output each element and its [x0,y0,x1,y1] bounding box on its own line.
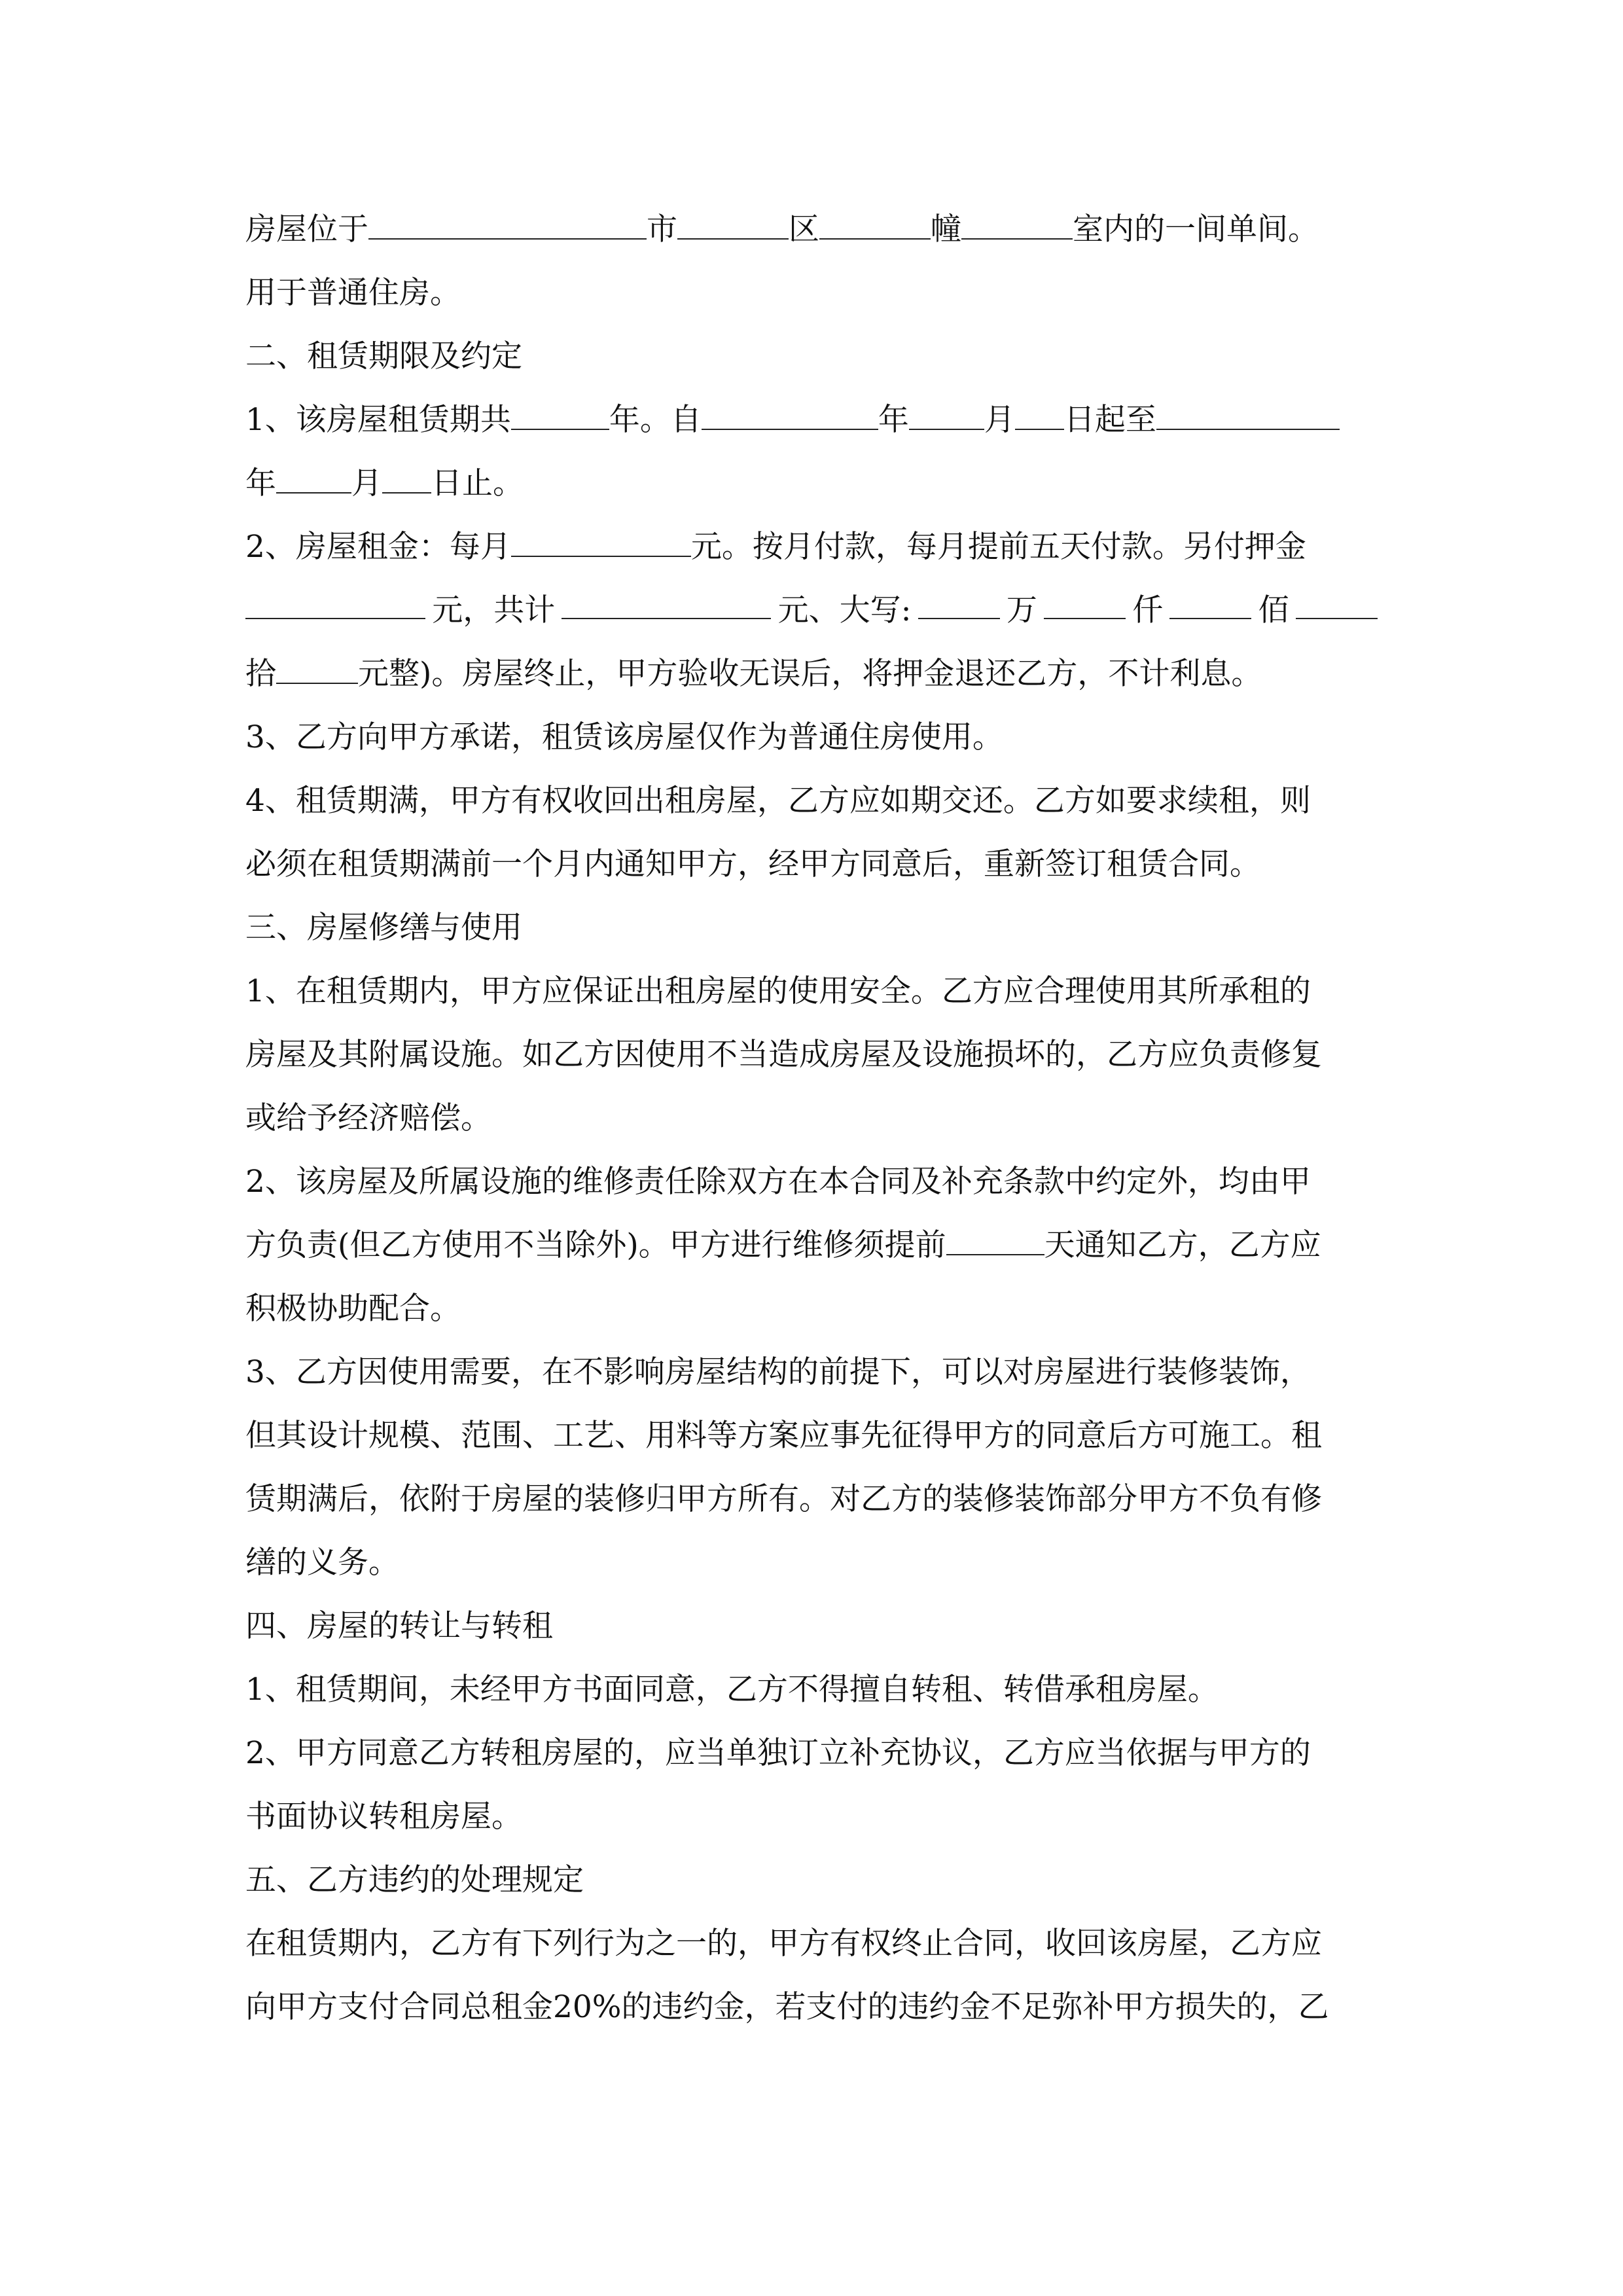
text-line: 书面协议转租房屋。 [245,1799,522,1835]
blank-end-day [382,453,431,493]
text-segment: 天通知乙方，乙方应 [1044,1227,1321,1263]
text-segment: 佰 [1258,592,1289,628]
text-segment: 元、大写: [777,592,912,628]
text-segment: 区 [789,211,819,247]
text-segment: 月 [984,402,1015,438]
text-line-location [245,198,1378,261]
text-line: 2、该房屋及所属设施的维修责任除双方在本合同及补充条款中约定外，均由甲 [245,1164,1311,1200]
blank-shi [1296,579,1378,619]
blank-start-day [1015,389,1064,430]
text-line: 3、乙方向甲方承诺，租赁该房屋仅作为普通住房使用。 [245,719,1003,755]
blank-start-year [702,389,878,430]
text-segment: 室内的一间单间。 [1073,211,1319,247]
text-segment: 日止。 [431,465,524,501]
text-line: 积极协助配合。 [245,1291,461,1327]
text-segment: 元整)。房屋终止，甲方验收无误后，将押金退还乙方，不计利息。 [358,656,1262,692]
blank-building [819,199,931,240]
text-line: 2、甲方同意乙方转租房屋的，应当单独订立补充协议，乙方应当依据与甲方的 [245,1735,1311,1771]
blank-start-month [909,389,984,430]
text-line: 缮的义务。 [245,1545,399,1581]
section-heading-3: 三、房屋修缮与使用 [245,910,522,946]
blank-deposit [245,579,425,619]
text-line: 用于普通住房。 [245,275,461,311]
text-line: 必须在租赁期满前一个月内通知甲方，经甲方同意后，重新签订租赁合同。 [245,846,1260,882]
text-line: 房屋及其附属设施。如乙方因使用不当造成房屋及设施损坏的，乙方应负责修复 [245,1037,1322,1073]
blank-end-month [276,453,351,493]
text-line: 向甲方支付合同总租金20%的违约金，若支付的违约金不足弥补甲方损失的，乙 [245,1989,1329,2025]
text-segment: 元，共计 [432,592,556,628]
blank-wan [918,579,1000,619]
text-segment: 万 [1006,592,1037,628]
blank-room [961,199,1073,240]
text-segment: 房屋位于 [245,211,368,247]
text-segment: 日起至 [1063,402,1156,438]
blank-bai [1169,579,1251,619]
text-segment: 市 [647,211,677,247]
text-line-deposit [245,579,1378,642]
blank-monthly-rent [511,516,691,557]
blank-notice-days [946,1215,1044,1255]
text-segment: 年 [878,402,909,438]
text-segment: 月 [351,465,382,501]
blank-district [677,199,789,240]
text-line: 赁期满后，依附于房屋的装修归甲方所有。对乙方的装修装饰部分甲方不负有修 [245,1481,1322,1517]
text-segment: 仟 [1132,592,1164,628]
section-heading-4: 四、房屋的转让与转租 [245,1608,553,1644]
text-line-rent [245,515,1378,579]
text-line: 4、租赁期满，甲方有权收回出租房屋，乙方应如期交还。乙方如要求续租，则 [245,783,1311,819]
text-line-deposit-end [245,642,1378,706]
text-line-term [245,388,1378,452]
text-line-term-end [245,452,1378,515]
blank-city [368,199,647,240]
text-line: 但其设计规模、范围、工艺、用料等方案应事先征得甲方的同意后方可施工。租 [245,1418,1322,1454]
text-segment: 元。按月付款，每月提前五天付款。另付押金 [690,529,1306,565]
text-line-repair [245,1213,1378,1277]
text-line: 3、乙方因使用需要，在不影响房屋结构的前提下，可以对房屋进行装修装饰， [245,1354,1311,1390]
text-segment: 拾 [245,656,276,692]
text-segment: 幢 [931,211,961,247]
blank-qian [1044,579,1126,619]
text-line: 在租赁期内，乙方有下列行为之一的，甲方有权终止合同，收回该房屋，乙方应 [245,1926,1322,1962]
text-segment: 2、房屋租金：每月 [245,529,511,565]
blank-end-year [1156,389,1340,430]
text-line: 1、租赁期间，未经甲方书面同意，乙方不得擅自转租、转借承租房屋。 [245,1672,1219,1708]
text-segment: 年 [245,465,276,501]
blank-yuan [276,643,358,684]
section-heading-5: 五、乙方违约的处理规定 [245,1862,584,1898]
text-line: 或给予经济赔偿。 [245,1100,491,1136]
text-segment: 1、该房屋租赁期共 [245,402,511,438]
blank-total [562,579,771,619]
text-segment: 年。自 [609,402,702,438]
text-segment: 方负责(但乙方使用不当除外)。甲方进行维修须提前 [245,1227,946,1263]
text-line: 1、在租赁期内，甲方应保证出租房屋的使用安全。乙方应合理使用其所承租的 [245,973,1311,1009]
section-heading-2: 二、租赁期限及约定 [245,338,522,374]
blank-years [511,389,609,430]
